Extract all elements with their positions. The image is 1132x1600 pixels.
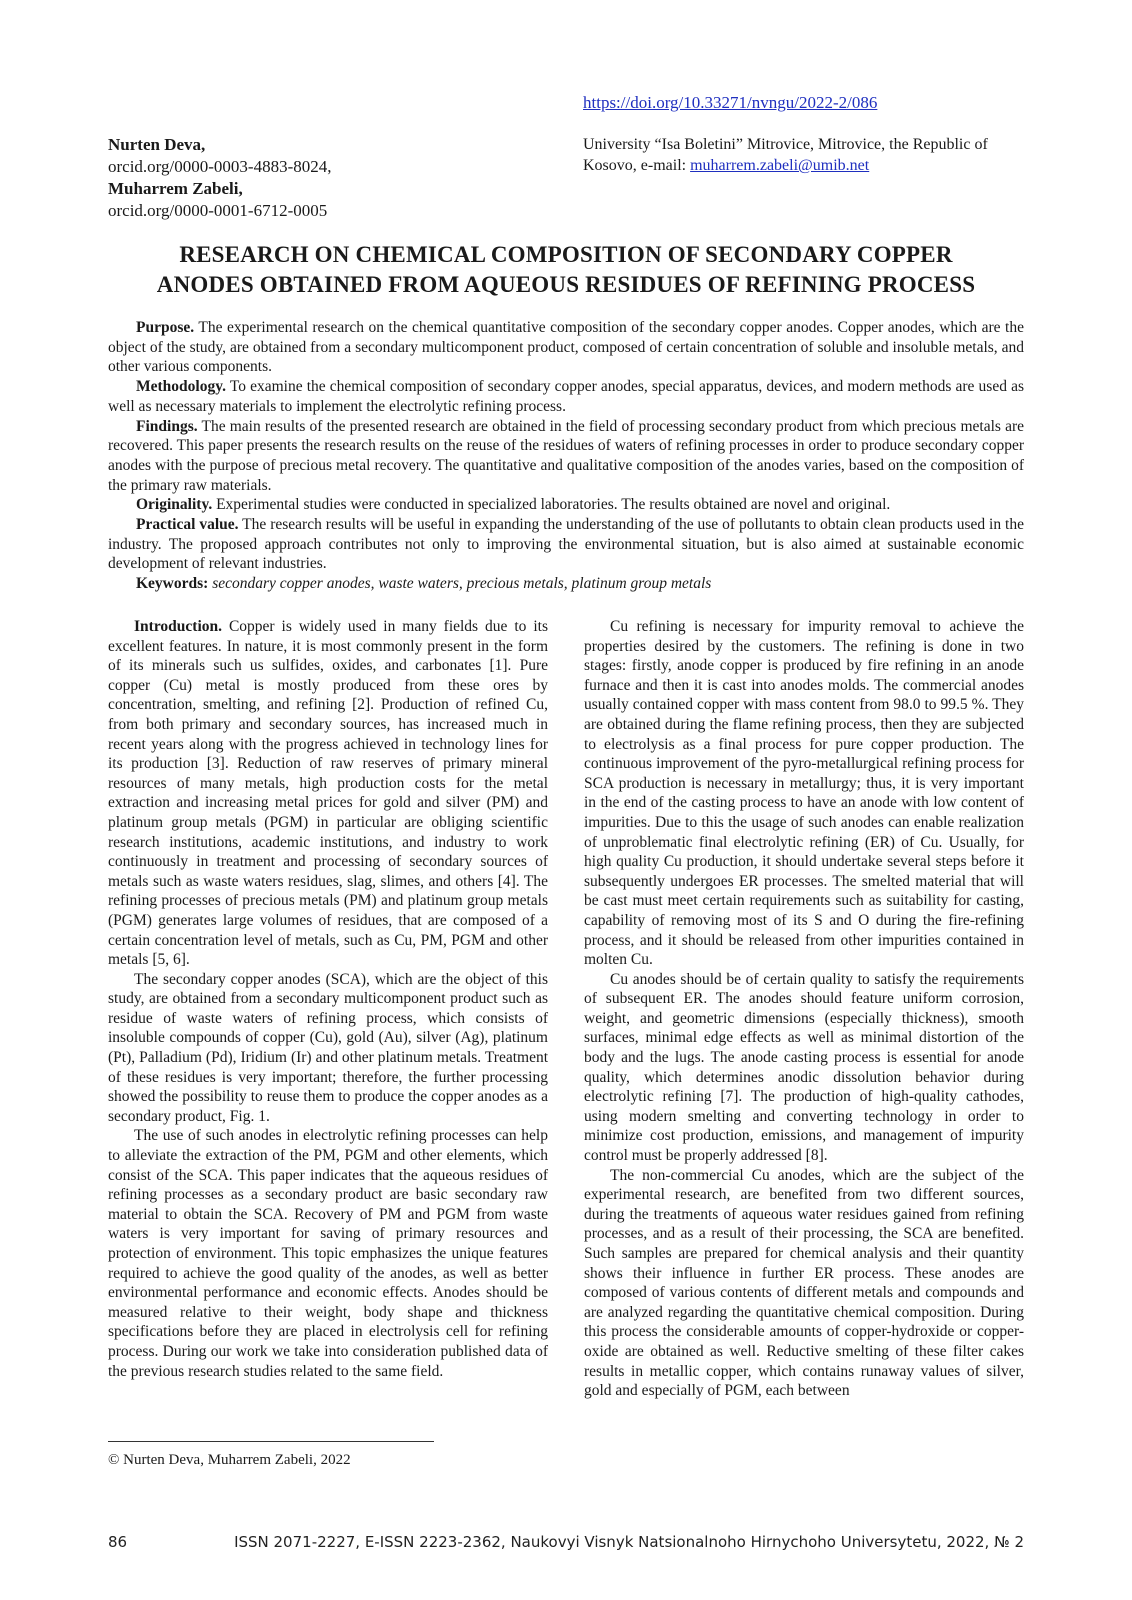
doi-link[interactable]: https://doi.org/10.33271/nvngu/2022-2/086	[583, 93, 878, 112]
abstract-label: Purpose.	[136, 319, 195, 336]
keywords	[108, 574, 1024, 594]
section-heading: Introduction.	[134, 618, 222, 635]
body-paragraph	[108, 1126, 548, 1381]
author-orcid: orcid.org/0000-0003-4883-8024,	[108, 157, 332, 176]
abstract-label: Methodology.	[136, 378, 226, 396]
paragraph-text: Cu anodes should be of certain quality to satisfy the requirements of subsequent ER. The anodes should feature uniform corrosion, weight, and geometric dimensions (especially thickness), smooth surfaces, minimal edge effects as well as minimal distortion of the body and the lugs. The anode casting process is essential for anode quality, which determines anodic dissolution behavior during electrolytic refining [7]. The production of high-quality cathodes, using modern smelting and converting technology in order to minimize cost production, emissions, and management of impurity control must be properly addressed [8].	[584, 970, 1024, 1165]
email-link[interactable]: muharrem.zabeli@umib.net	[690, 157, 870, 174]
abstract-label: Originality.	[136, 496, 213, 514]
abstract-text: To examine the chemical composition of secondary copper anodes, special apparatus, devices, and modern methods are used as well as necessary materials to implement the electrolytic refining process.	[108, 378, 1024, 415]
paragraph-text: Copper is widely used in many fields due to its excellent features. In nature, it is most commonly present in the form of its minerals such us sulfides, oxides, and carbonates [1]. Pure copper (Cu) metal is mostly produced from these ores by concentration, smelting, and refining [2]. Production of refined Cu, from both primary and secondary sources, has increased much in recent years along with the progress achieved in technology lines for its production [3]. Reduction of raw reserves of primary mineral resources of many metals, high production costs for the metal extraction and increasing metal prices for gold and silver (PM) and platinum group metals (PGM) in particular are obliging scientific research institutions, academic institutions, and industry to work continuously in treatment and processing of secondary sources of metals such as waste waters residues, slag, slimes, and others [4]. The refining processes of precious metals (PM) and platinum group metals (PGM) generates large volumes of residues, that are composed of a certain concentration level of metals, such as Cu, PM, PGM and other metals [5, 6].	[108, 618, 548, 969]
paragraph-text: The non-commercial Cu anodes, which are the subject of the experimental research, are benefited from two different sources, during the treatments of aqueous water residues gained from refining processes, and as a result of their processing, the SCA are benefited. Such samples are prepared for chemical analysis and their quantity shows their influence in further ER process. These anodes are composed of various contents of different metals and compounds and are analyzed regarding the quantitative chemical composition. During this process the considerable amounts of copper-hydroxide or copper-oxide are obtained as well. Reductive smelting of these filter cakes results in metallic copper, which contains runaway values of silver, gold and especially of PGM, each between	[584, 1166, 1024, 1400]
abstract-text: The research results will be useful in expanding the understanding of the use of pollutants to obtain clean products used in the industry. The proposed approach contributes not only to improving the environmental situation, but is also aimed at sustainable economic development of relevant industries.	[108, 516, 1024, 573]
body-paragraph	[108, 617, 548, 970]
affiliation	[583, 134, 1023, 176]
paper-title	[100, 240, 1032, 300]
body-paragraph	[584, 970, 1024, 1166]
footnote-rule	[108, 1441, 434, 1442]
copyright-footnote: © Nurten Deva, Muharrem Zabeli, 2022	[108, 1452, 351, 1468]
abstract-methodology	[108, 377, 1024, 416]
abstract-purpose	[108, 318, 1024, 377]
title-line: RESEARCH ON CHEMICAL COMPOSITION OF SECONDARY COPPER	[179, 242, 953, 267]
doi-link-container	[583, 93, 877, 113]
keywords-text: secondary copper anodes, waste waters, precious metals, platinum group metals	[208, 575, 712, 593]
title-line: ANODES OBTAINED FROM AQUEOUS RESIDUES OF REFINING PROCESS	[156, 272, 976, 297]
abstract-practical-value	[108, 515, 1024, 574]
paragraph-text: The secondary copper anodes (SCA), which are the object of this study, are obtained from a secondary multicomponent product such as residue of waste waters of refining process, which consists of insoluble compounds of copper (Cu), gold (Au), silver (Ag), platinum (Pt), Palladium (Pd), Iridium (Ir) and other platinum metals. Treatment of these residues is very important; therefore, the further processing showed the possibility to reuse them to produce the copper anodes as a secondary product, Fig. 1.	[108, 970, 548, 1125]
affiliation-text: University “Isa Boletini” Mitrovice, Mitrovice, the Republic of Kosovo, e-mail:	[583, 136, 988, 174]
body-paragraph	[584, 617, 1024, 970]
body-paragraph	[108, 970, 548, 1127]
paragraph-text: Cu refining is necessary for impurity removal to achieve the properties desired by the customers. The refining is done in two stages: firstly, anode copper is produced by fire refining in an anode furnace and then it is cast into anodes molds. The commercial anodes usually contained copper with mass content from 98.0 to 99.5 %. They are obtained during the flame refining process, then they are subjected to electrolysis as a final process for pure copper production. The continuous improvement of the pyro-metallurgical refining process for SCA production is necessary in metallurgy; thus, it is very important in the end of the casting process to have an anode with low content of impurities. Due to this the usage of such anodes can enable realization of unproblematic final electrolytic refining (ER) of Cu. Usually, for high quality Cu production, it should undertake several steps before it subsequently undergoes ER processes. The smelted material that will be cast must meet certain requirements such as suitability for casting, capability of removing most of its S and O during the fire-refining process, and it should be released from other impurities contained in molten Cu.	[584, 618, 1024, 969]
body-paragraph	[584, 1166, 1024, 1401]
abstract-text: The experimental research on the chemical quantitative composition of the secondary copper anodes. Copper anodes, which are the object of the study, are obtained from a secondary multicomponent product, composed of certain concentration of soluble and insoluble metals, and other various components.	[108, 319, 1024, 376]
abstract	[108, 318, 1024, 594]
body-column-left	[108, 617, 548, 1381]
abstract-text: Experimental studies were conducted in specialized laboratories. The results obtained are novel and original.	[212, 496, 891, 514]
abstract-originality	[108, 495, 1024, 515]
abstract-findings	[108, 417, 1024, 496]
journal-citation: ISSN 2071-2227, E-ISSN 2223-2362, Naukovyi Visnyk Natsionalnoho Hirnychoho Universytetu, 2022, № 2	[234, 1533, 1024, 1551]
page-number: 86	[108, 1533, 128, 1551]
keywords-label: Keywords:	[136, 575, 209, 593]
author-name: Nurten Deva,	[108, 135, 206, 154]
abstract-label: Practical value.	[136, 516, 239, 534]
abstract-text: The main results of the presented research are obtained in the field of processing secondary product from which precious metals are recovered. This paper presents the research results on the reuse of the residues of waters of refining processes in order to produce secondary copper anodes with the purpose of precious metal recovery. The quantitative and qualitative composition of the anodes varies, based on the composition of the primary raw materials.	[108, 417, 1024, 494]
paragraph-text: The use of such anodes in electrolytic refining processes can help to alleviate the extraction of the PM, PGM and other elements, which consist of the SCA. This paper indicates that the aqueous residues of refining processes as a secondary product are basic secondary raw material to obtain the SCA. Recovery of PM and PGM from waste waters is very important for saving of primary resources and protection of environment. This topic emphasizes the unique features required to achieve the good quality of the anodes, as well as better environmental performance and economic effects. Anodes should be measured relative to their weight, body shape and thickness specifications before they are placed in electrolysis cell for refining process. During our work we take into consideration published data of the previous research studies related to the same field.	[108, 1127, 548, 1380]
author-block	[108, 134, 528, 222]
abstract-label: Findings.	[136, 417, 198, 435]
author-name: Muharrem Zabeli,	[108, 179, 243, 198]
author-orcid: orcid.org/0000-0001-6712-0005	[108, 201, 328, 220]
body-column-right	[584, 617, 1024, 1401]
